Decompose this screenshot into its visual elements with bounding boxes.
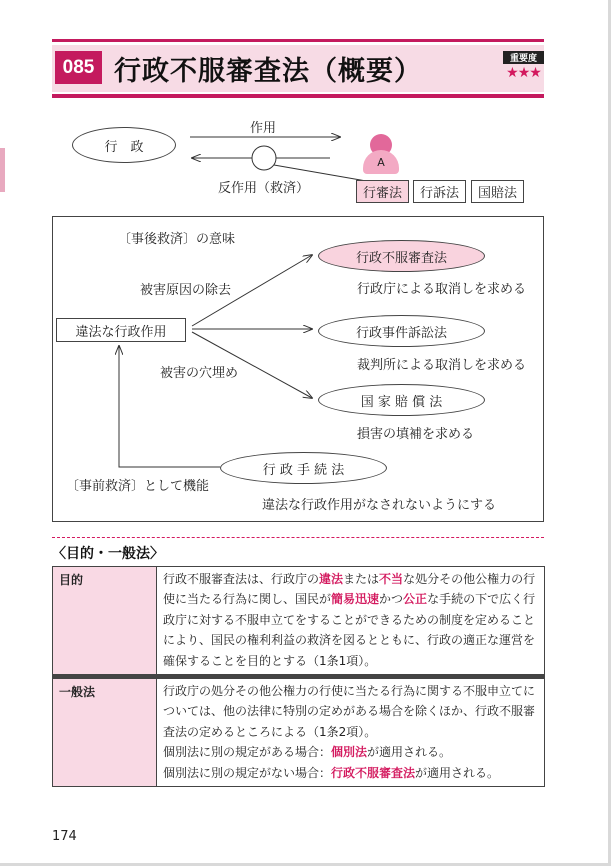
importance-label: 重要度 [503, 51, 544, 64]
purpose-table [52, 566, 545, 787]
text-segment: が適用される。 [367, 745, 452, 760]
law-box-kokubai: 国賠法 [471, 180, 524, 203]
table-row [53, 679, 545, 787]
reaction-label: 反作用（救済） [218, 181, 310, 196]
action-label: 作用 [250, 121, 277, 136]
text-segment: が適用される。 [415, 765, 500, 780]
illegal-action-box: 違法な行政作用 [56, 318, 186, 342]
general-law-line [163, 742, 538, 762]
node-gyoshin-desc: 行政庁による取消しを求める [357, 282, 527, 297]
fill-damage-label: 被害の穴埋め [160, 366, 239, 381]
remove-cause-label: 被害原因の除去 [140, 283, 232, 298]
highlight-term: 公正 [403, 592, 428, 607]
page-title: 行政不服審査法（概要） [114, 56, 422, 87]
node-kokubai-desc: 損害の填補を求める [357, 427, 475, 442]
relief-circle [252, 146, 276, 170]
general-law-label: 一般法 [53, 679, 157, 787]
section-heading: 〈目的・一般法〉 [52, 546, 164, 562]
highlight-term: 行政不服審査法 [331, 765, 416, 780]
node-kokubai: 国 家 賠 償 法 [318, 384, 485, 416]
node-tetsuzuki: 行 政 手 続 法 [220, 452, 387, 484]
text-segment: 行政不服審査法は、行政庁の [163, 572, 320, 586]
node-gyoshin: 行政不服審査法 [318, 240, 485, 272]
text-segment: 個別法に別の規定がない場合： [163, 765, 332, 780]
highlight-term: 違法 [319, 572, 344, 586]
section-divider [52, 537, 544, 538]
general-law-line [163, 763, 538, 783]
person-a: A [363, 150, 399, 174]
node-tetsuzuki-desc: 違法な行政作用がなされないようにする [262, 498, 497, 513]
law-box-gyoshin: 行審法 [356, 180, 409, 203]
text-segment: かつ [379, 592, 404, 607]
highlight-term: 不当 [379, 572, 404, 586]
purpose-text [157, 567, 545, 675]
table-row [53, 567, 545, 675]
text-segment: な処分その他公権力の行使に当たる行為に関し、国民が [163, 572, 536, 607]
admin-ellipse: 行 政 [72, 127, 176, 163]
text-segment: または [343, 572, 380, 586]
general-law-text [157, 679, 545, 787]
node-gyoso: 行政事件訴訟法 [318, 315, 485, 347]
purpose-label: 目的 [53, 567, 157, 675]
page-number: 174 [52, 829, 77, 844]
text-segment: な手続の下で広く行政庁に対する不服申立てをすることができるための制度を定めることにより、国民の権利利益の救済を図るとともに、行政の適正な運営を確保することを目的とする（1条1項）。 [163, 592, 536, 668]
importance-stars: ★★★ [506, 65, 541, 81]
pre-relief-label: 〔事前救済〕として機能 [66, 479, 210, 494]
highlight-term: 簡易迅速 [331, 592, 380, 607]
section-number: 085 [55, 51, 102, 84]
node-gyoso-desc: 裁判所による取消しを求める [357, 358, 527, 373]
general-law-body: 行政庁の処分その他公権力の行使に当たる行為に関する不服申立てについては、他の法律に特別の定めがある場合を除くほか、行政不服審査法の定めるところによる（1条2項）。 [163, 684, 536, 739]
highlight-term: 個別法 [331, 745, 368, 760]
post-relief-label: 〔事後救済〕の意味 [118, 232, 236, 247]
text-segment: 個別法に別の規定がある場合： [163, 745, 332, 760]
law-box-gyoso: 行訴法 [413, 180, 466, 203]
